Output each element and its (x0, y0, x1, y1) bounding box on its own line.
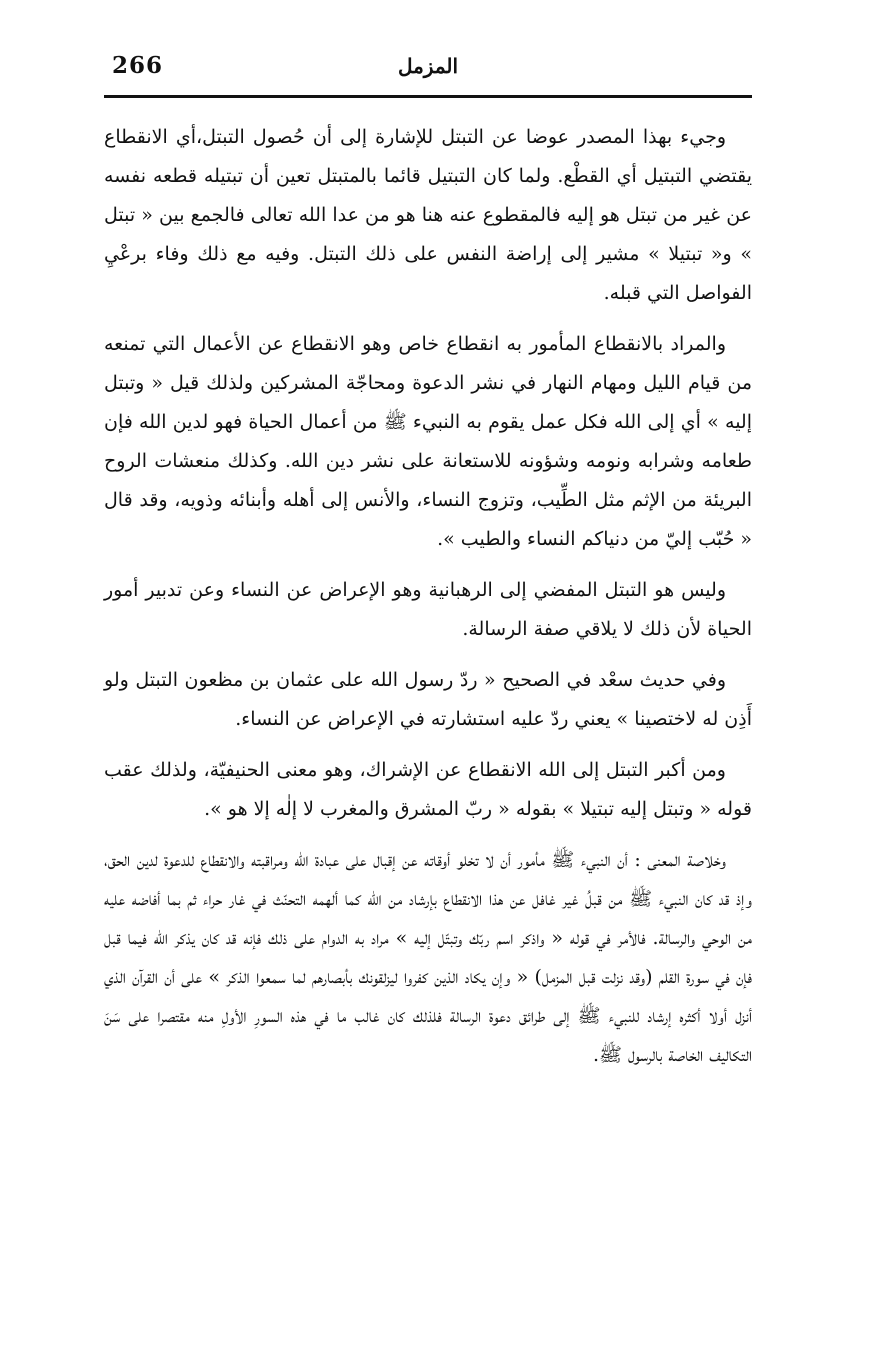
paragraph: وجيء بهذا المصدر عوضا عن التبتل للإشارة إلى أن حُصول التبتل،أي الانقطاع يقتضي التبتيل أي القطْع. ولما كان التبتيل قائما بالمتبتل تعين أن تبتيله قطعه نفسه عن غير من تبتل هو إليه فالمقطوع عنه هنا هو من عدا الله تعالى فالجمع بين « تبتل » و« تبتيلا » مشير إلى إراضة النفس على ذلك التبتل. وفيه مع ذلك وفاء برعْيِ الفواصل التي قبله. (104, 126, 752, 304)
page-header (104, 44, 752, 98)
paragraph: ومن أكبر التبتل إلى الله الانقطاع عن الإشراك، وهو معنى الحنيفيّة، ولذلك عقب قوله « وتبتل إليه تبتيلا » بقوله « ربّ المشرق والمغرب لا إلٰه إلا هو ». (104, 759, 752, 820)
page-number: 266 (112, 52, 164, 79)
paragraph: وخلاصة المعنى : أن النبيء ﷺ مأمور أن لا تخلو أوقاته عن إقبال على عبادة الله ومراقبته والانقطاع للدعوة لدين الحق، وإذ قد كان النبيء ﷺ من قبلُ غير غافل عن هذا الانقطاع بإرشاد من الله كما ألهمه التحنّث في غار حراء ثم بما أفاضه عليه من الوحي والرسالة. فالأمر في قوله « واذكر اسم ربّك وتبتّل إليه » مراد به الدوام على ذلك فإنه قد كان يذكر الله فيما قبل فإن في سورة القلم (وقد نزلت قبل المزمل) « وإن يكاد الذين كفروا ليزلقونك بأبصارهم لما سمعوا الذكر » على أن القرآن الذي أنزل أولا أكثره إرشاد للنبيء ﷺ إلى طرائق دعوة الرسالة فلذلك كان غالب ما في هذه السورِ الأولِ منه مقتصرا على سَنَ التكاليف الخاصة بالرسول ﷺ. (104, 849, 752, 1066)
paragraph: والمراد بالانقطاع المأمور به انقطاع خاص وهو الانقطاع عن الأعمال التي تمنعه من قيام الليل ومهام النهار في نشر الدعوة ومحاجّة المشركين ولذلك قيل « وتبتل إليه » أي إلى الله فكل عمل يقوم به النبيء ﷺ من أعمال الحياة فهو لدين الله فإن طعامه وشرابه ونومه وشؤونه للاستعانة على نشر دين الله. وكذلك منعشات الروح البريئة من الإثم مثل الطِّيب، وتزوج النساء، والأنس إلى أهله وأبنائه وذويه، وقد قال « حُبّب إليّ من دنياكم النساء والطيب ». (104, 333, 752, 550)
running-title: المزمل (397, 54, 459, 78)
page-body (104, 118, 752, 1087)
paragraph: وليس هو التبتل المفضي إلى الرهبانية وهو الإعراض عن النساء وعن تدبير أمور الحياة لأن ذلك لا يلاقي صفة الرسالة. (104, 579, 752, 640)
paragraph: وفي حديث سعْد في الصحيح « ردّ رسول الله على عثمان بن مظعون التبتل ولو أَذِن له لاختصينا » يعني ردّ عليه استشارته في الإعراض عن النساء. (104, 669, 752, 730)
header-rule (104, 95, 752, 98)
